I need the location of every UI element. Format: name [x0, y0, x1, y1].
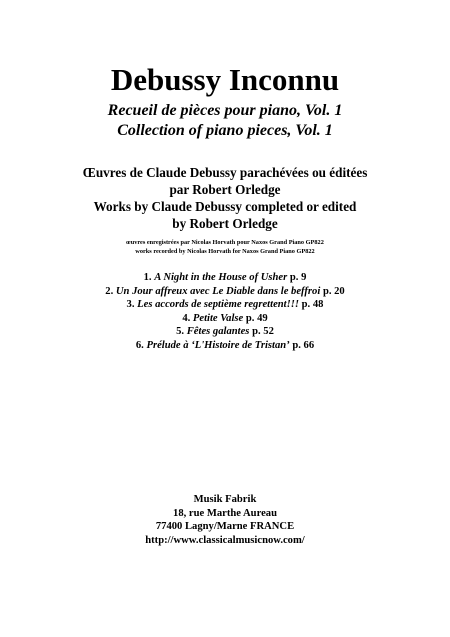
publisher-name: Musik Fabrik	[193, 494, 257, 505]
contents-item: 1. A Night in the House of Usher p. 9	[143, 272, 307, 283]
publisher-city: 77400 Lagny/Marne FRANCE	[155, 521, 295, 532]
contents-item: 5. Fêtes galantes p. 52	[176, 326, 274, 337]
contents-item: 2. Un Jour affreux avec Le Diable dans le beffroi p. 20	[105, 285, 345, 297]
page-title: Debussy Inconnu	[110, 62, 340, 97]
credits-line: by Robert Orledge	[172, 216, 278, 231]
subtitle-english: Collection of piano pieces, Vol. 1	[117, 122, 333, 139]
subtitle	[0, 101, 450, 141]
recording-note-french: œuvres enregistrées par Nicolas Horvath pour Naxos Grand Piano GP822	[126, 239, 324, 246]
recording-note-english: works recorded by Nicolas Horvath for Naxos Grand Piano GP822	[135, 248, 315, 255]
credits-line: par Robert Orledge	[169, 182, 281, 197]
credits	[0, 164, 450, 232]
publisher-website-link[interactable]: http://www.classicalmusicnow.com/	[145, 534, 305, 546]
publisher-info	[0, 493, 450, 547]
table-of-contents	[0, 271, 450, 352]
contents-item: 6. Prélude à ‘L'Histoire de Tristan’ p. 66	[135, 339, 315, 351]
publisher-street: 18, rue Marthe Aureau	[173, 507, 277, 519]
credits-line: Works by Claude Debussy completed or edited	[93, 199, 357, 214]
contents-item: 3. Les accords de septième regrettent!!! p. 48	[126, 299, 324, 310]
recording-note	[0, 238, 450, 256]
contents-item: 4. Petite Valse p. 49	[182, 312, 268, 324]
credits-line: Œuvres de Claude Debussy parachévées ou éditées	[82, 165, 368, 180]
subtitle-french: Recueil de pièces pour piano, Vol. 1	[107, 102, 343, 119]
